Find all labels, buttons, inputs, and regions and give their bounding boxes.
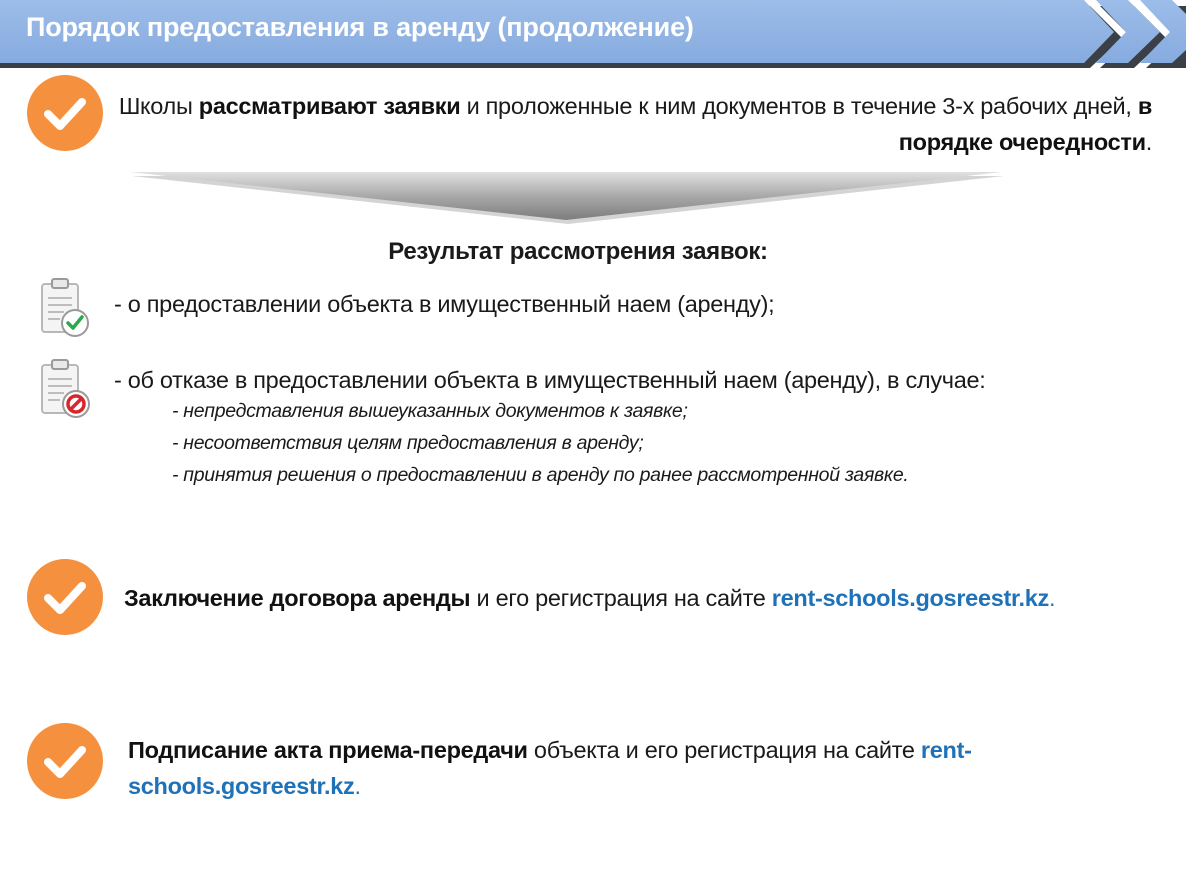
step3-line xyxy=(128,732,972,768)
reject-reason-item: - несоответствия целям предоставления в аренду; xyxy=(172,432,644,454)
result-approve-text: - о предоставлении объекта в имущественный наем (аренду); xyxy=(114,291,775,317)
step1-part: . xyxy=(1145,129,1152,155)
site-link[interactable]: rent- xyxy=(920,737,972,763)
step2-end: . xyxy=(1049,585,1056,611)
step3-bold: Подписание акта приема-передачи xyxy=(128,737,528,763)
down-arrow-divider xyxy=(130,170,1006,228)
step3-end: . xyxy=(354,773,361,799)
reject-reason-item: - непредставления вышеуказанных документов к заявке; xyxy=(172,400,688,422)
step2-bold: Заключение договора аренды xyxy=(124,585,471,611)
clipboard-approved-icon xyxy=(38,276,92,340)
page-header xyxy=(0,0,1186,68)
step2-plain: и его регистрация на сайте xyxy=(470,585,772,611)
step3-plain: объекта и его регистрация на сайте xyxy=(527,737,921,763)
step3-text xyxy=(128,732,972,804)
step1-part: и проложенные к ним документов в течение 3-х рабочих дней, xyxy=(460,93,1138,119)
step1-text xyxy=(112,88,1152,160)
step1-part-bold: в порядке очередности xyxy=(898,93,1152,155)
step1-part: Школы xyxy=(118,93,199,119)
check-circle-icon xyxy=(26,74,104,152)
clipboard-rejected-icon xyxy=(38,357,94,421)
check-circle-icon xyxy=(26,722,104,800)
reject-reason-item: - принятия решения о предоставлении в аренду по ранее рассмотренной заявке. xyxy=(172,464,909,486)
result-reject-text: - об отказе в предоставлении объекта в имущественный наем (аренду), в случае: xyxy=(114,367,986,393)
check-circle-icon xyxy=(26,558,104,636)
site-link[interactable]: schools.gosreestr.kz xyxy=(128,773,355,799)
step1-part-bold: рассматривают заявки xyxy=(198,93,461,119)
step3-line xyxy=(128,768,972,804)
step2-text xyxy=(124,580,1055,616)
site-link[interactable]: rent-schools.gosreestr.kz xyxy=(771,585,1050,611)
page-title: Порядок предоставления в аренду (продолжение) xyxy=(26,12,694,42)
result-title: Результат рассмотрения заявок: xyxy=(388,238,768,265)
